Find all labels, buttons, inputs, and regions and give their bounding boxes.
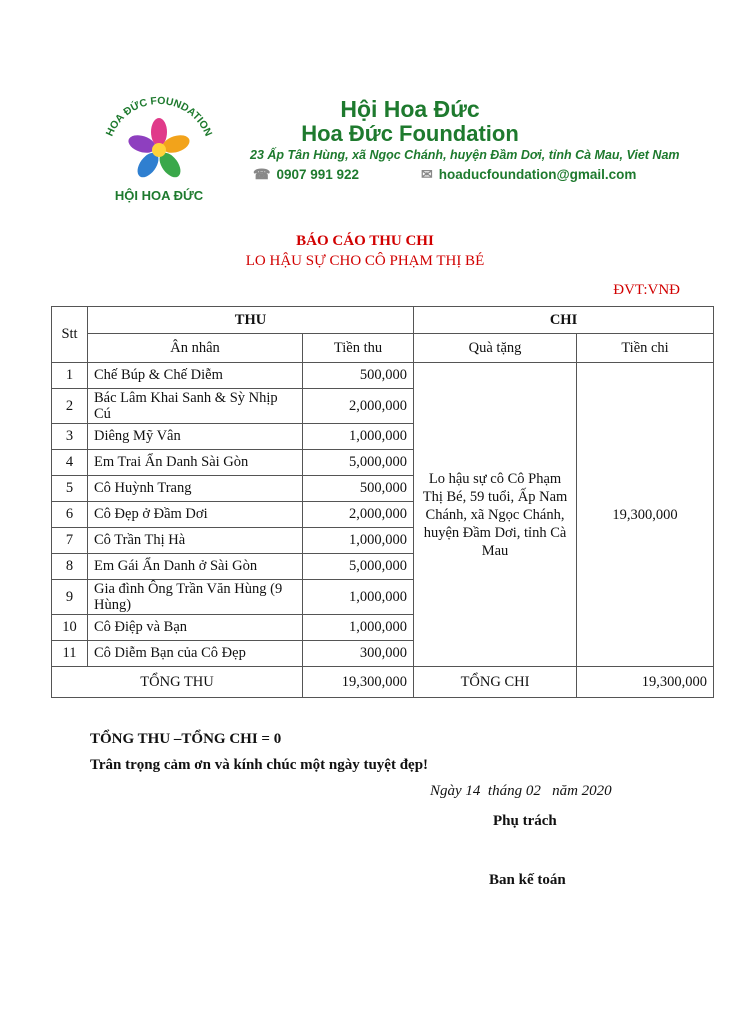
row-donor: Chế Búp & Chế Diễm: [88, 363, 303, 389]
income-expense-table: [51, 306, 714, 698]
row-stt: 6: [52, 502, 88, 528]
envelope-icon: ✉: [421, 166, 433, 182]
row-amount: 500,000: [303, 363, 414, 389]
balance-summary: TỔNG THU –TỔNG CHI = 0: [90, 731, 282, 747]
row-donor: Cô Diễm Bạn của Cô Đẹp: [88, 641, 303, 667]
row-amount: 300,000: [303, 641, 414, 667]
row-donor: Cô Điệp và Bạn: [88, 615, 303, 641]
organization-info: [245, 96, 680, 183]
foundation-logo: [95, 88, 223, 206]
row-stt: 10: [52, 615, 88, 641]
row-donor: Cô Đẹp ở Đầm Dơi: [88, 502, 303, 528]
row-amount: 5,000,000: [303, 450, 414, 476]
row-stt: 1: [52, 363, 88, 389]
row-amount: 1,000,000: [303, 615, 414, 641]
telephone-icon: ☎: [253, 166, 271, 182]
row-donor: Em Trai Ẩn Danh Sài Gòn: [88, 450, 303, 476]
email-address: hoaducfoundation@gmail.com: [438, 167, 637, 182]
row-donor: Em Gái Ẩn Danh ở Sài Gòn: [88, 554, 303, 580]
row-amount: 2,000,000: [303, 389, 414, 424]
row-donor: Cô Huỳnh Trang: [88, 476, 303, 502]
email-contact: [421, 166, 636, 183]
header-expense-group: CHI: [414, 307, 714, 334]
svg-text:HOA ĐỨC FOUNDATION: HOA ĐỨC FOUNDATION: [103, 94, 215, 139]
row-donor: Diêng Mỹ Vân: [88, 424, 303, 450]
row-amount: 2,000,000: [303, 502, 414, 528]
header-income-group: THU: [88, 307, 414, 334]
row-stt: 2: [52, 389, 88, 424]
header-expense: Tiền chi: [577, 334, 714, 363]
total-expense-value: 19,300,000: [577, 667, 714, 698]
header-stt: Stt: [52, 307, 88, 363]
report-subtitle: LO HẬU SỰ CHO CÔ PHẠM THỊ BÉ: [245, 253, 485, 269]
row-donor: Cô Trần Thị Hà: [88, 528, 303, 554]
row-amount: 5,000,000: [303, 554, 414, 580]
header-income: Tiền thu: [303, 334, 414, 363]
totals-row: [52, 667, 714, 698]
report-date: Ngày 14 tháng 02 năm 2020: [430, 783, 612, 799]
row-donor: Bác Lâm Khai Sanh & Sỳ Nhịp Cú: [88, 389, 303, 424]
row-stt: 8: [52, 554, 88, 580]
org-name-vietnamese: Hội Hoa Đức: [340, 96, 480, 122]
row-donor: Gia đình Ông Trần Văn Hùng (9 Hùng): [88, 580, 303, 615]
row-stt: 4: [52, 450, 88, 476]
total-income-value: 19,300,000: [303, 667, 414, 698]
accountant-label: Ban kế toán: [489, 872, 566, 888]
in-charge-label: Phụ trách: [493, 813, 557, 829]
row-amount: 1,000,000: [303, 580, 414, 615]
total-income-label: TỔNG THU: [52, 667, 303, 698]
row-amount: 500,000: [303, 476, 414, 502]
svg-text:HỘI HOA ĐỨC: HỘI HOA ĐỨC: [114, 188, 204, 203]
row-amount: 1,000,000: [303, 424, 414, 450]
org-address: 23 Ấp Tân Hùng, xã Ngọc Chánh, huyện Đầm Dơi, tỉnh Cà Mau, Viet Nam: [250, 148, 680, 162]
row-stt: 11: [52, 641, 88, 667]
expense-amount: 19,300,000: [577, 363, 714, 667]
currency-unit: ĐVT:VNĐ: [613, 282, 680, 298]
header-donor: Ân nhân: [88, 334, 303, 363]
phone-number: 0907 991 922: [276, 167, 360, 182]
thank-you-note: Trân trọng cảm ơn và kính chúc một ngày tuyệt đẹp!: [90, 757, 429, 773]
table-row: [52, 363, 714, 389]
report-title: BÁO CÁO THU CHI: [296, 233, 434, 249]
gift-description: Lo hậu sự cô Cô Phạm Thị Bé, 59 tuổi, Ấp Nam Chánh, xã Ngọc Chánh, huyện Đầm Dơi, tỉnh Cà Mau: [414, 363, 577, 667]
contact-row: [253, 166, 670, 183]
header-gift: Quà tặng: [414, 334, 577, 363]
letterhead: [95, 88, 680, 210]
row-stt: 9: [52, 580, 88, 615]
phone-contact: [253, 166, 413, 183]
row-stt: 5: [52, 476, 88, 502]
total-expense-label: TỔNG CHI: [414, 667, 577, 698]
row-stt: 3: [52, 424, 88, 450]
row-amount: 1,000,000: [303, 528, 414, 554]
org-name-english: Hoa Đức Foundation: [301, 121, 519, 146]
row-stt: 7: [52, 528, 88, 554]
